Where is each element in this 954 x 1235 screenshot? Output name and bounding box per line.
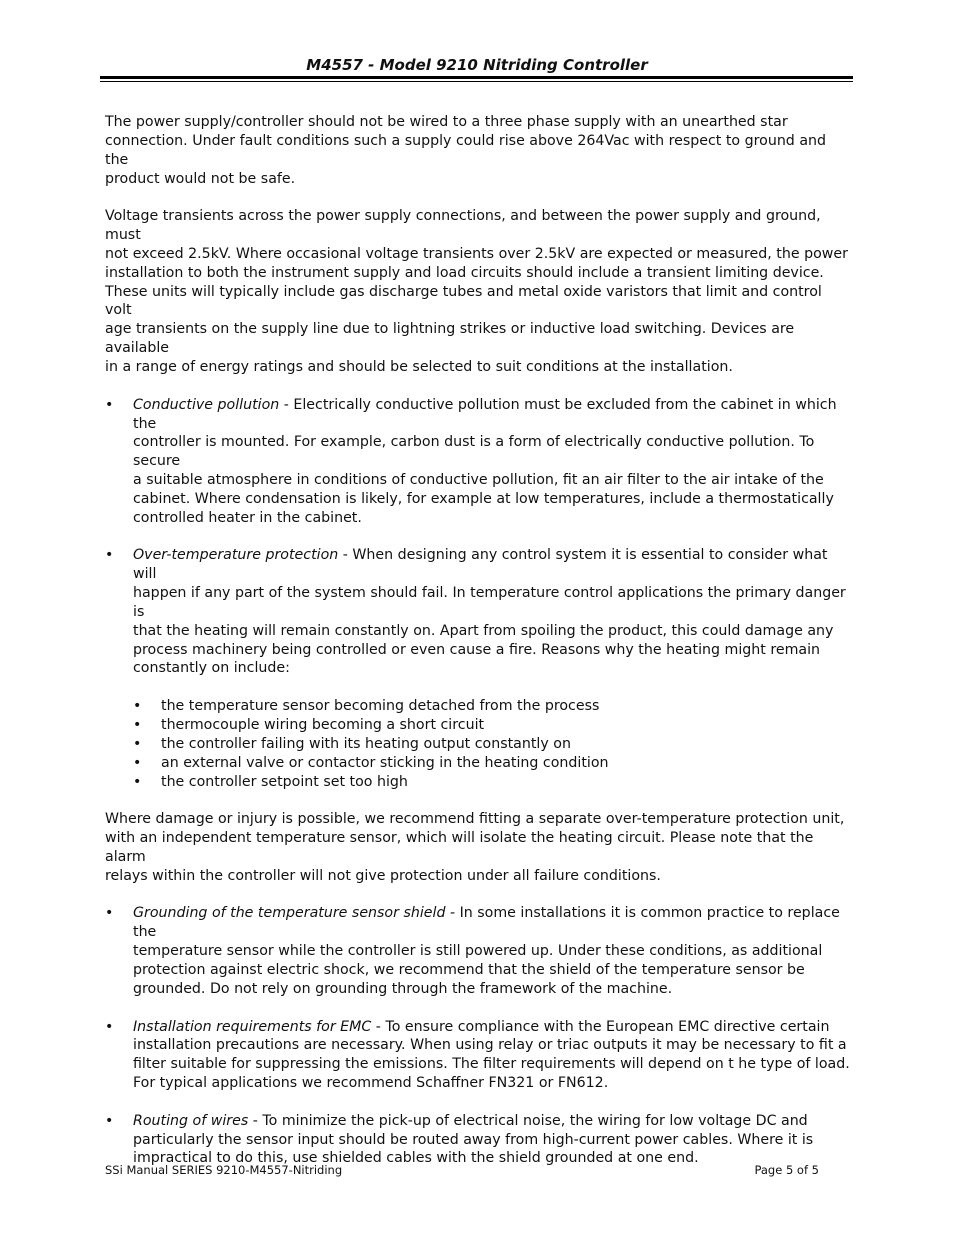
text-line: process machinery being controlled or even cause a fire. Reasons why the heating might remain (133, 641, 821, 658)
bullet-text: - In some installations it is common practice to replace the (133, 905, 840, 941)
page-header-title: M4557 - Model 9210 Nitriding Controller (306, 56, 648, 74)
text-line: filter suitable for suppressing the emissions. The filter requirements will depend on t he type of load. (133, 1056, 850, 1073)
bullet-emc (105, 1018, 850, 1093)
paragraph-damage-injury (105, 810, 850, 885)
text-line: Voltage transients across the power supply connections, and between the power supply and ground, must (105, 208, 821, 244)
text-line: in a range of energy ratings and should be selected to suit conditions at the installation. (105, 358, 733, 375)
text-line: temperature sensor while the controller is still powered up. Under these conditions, as additional (133, 943, 823, 960)
bullet-conductive-pollution (105, 396, 850, 528)
bullet-dot: • (133, 754, 142, 771)
bullet-dot: • (105, 547, 114, 564)
bullet-over-temperature (105, 546, 850, 678)
bullet-dot: • (105, 396, 114, 413)
bullet-title: Installation requirements for EMC (133, 1018, 372, 1035)
text-line: particularly the sensor input should be routed away from high-current power cables. Where it is (133, 1131, 814, 1148)
sub-bullet-item (105, 697, 850, 716)
bullet-dot: • (105, 1112, 114, 1129)
bullet-text: - To minimize the pick-up of electrical noise, the wiring for low voltage DC and (248, 1112, 808, 1129)
document-body (105, 113, 850, 1168)
bullet-dot: • (133, 773, 142, 790)
bullet-dot: • (133, 698, 142, 715)
bullet-text: - Electrically conductive pollution must be excluded from the cabinet in which the (133, 396, 837, 432)
sub-bullet-item (105, 773, 850, 792)
text-line: with an independent temperature sensor, which will isolate the heating circuit. Please note that the alarm (105, 830, 814, 865)
text-line: relays within the controller will not give protection under all failure conditions. (105, 867, 661, 884)
text-line: impractical to do this, use shielded cables with the shield grounded at one end. (133, 1150, 699, 1167)
text-line: The power supply/controller should not be wired to a three phase supply with an unearthed star (105, 114, 788, 130)
bullet-dot: • (133, 717, 142, 733)
text-line: grounded. Do not rely on grounding through the framework of the machine. (133, 980, 673, 997)
sub-bullet-text: the controller failing with its heating output constantly on (161, 735, 571, 752)
bullet-title: Grounding of the temperature sensor shield (133, 905, 446, 922)
text-line: protection against electric shock, we recommend that the shield of the temperature sensor be (133, 961, 805, 978)
text-line: product would not be safe. (105, 170, 296, 187)
bullet-dot: • (105, 905, 114, 922)
text-line: For typical applications we recommend Schaffner FN321 or FN612. (133, 1075, 609, 1092)
sub-bullet-item (105, 754, 850, 773)
header-rule-thick (100, 76, 853, 79)
text-line: installation precautions are necessary. When using relay or triac outputs it may be necessary to fit a (133, 1037, 847, 1054)
bullet-title: Conductive pollution (133, 396, 280, 413)
sub-bullet-text: the controller setpoint set too high (161, 773, 408, 790)
sub-bullet-item (105, 716, 850, 735)
text-line: cabinet. Where condensation is likely, for example at low temperatures, include a thermostatically (133, 490, 834, 507)
text-line: These units will typically include gas discharge tubes and metal oxide varistors that limit and control volt (105, 283, 822, 319)
bullet-text: - To ensure compliance with the European EMC directive certain (371, 1018, 830, 1035)
text-line: controlled heater in the cabinet. (133, 509, 362, 526)
text-line: constantly on include: (133, 660, 290, 677)
paragraph-unearthed-supply (105, 113, 850, 188)
paragraph-voltage-transients (105, 207, 850, 377)
text-line: a suitable atmosphere in conditions of conductive pollution, fit an air filter to the air intake of the (133, 472, 824, 489)
sub-bullet-item (105, 735, 850, 754)
text-line: not exceed 2.5kV. Where occasional voltage transients over 2.5kV are expected or measured, the power (105, 245, 848, 262)
text-line: controller is mounted. For example, carbon dust is a form of electrically conductive pollution. To secure (133, 434, 815, 470)
text-line: Where damage or injury is possible, we recommend fitting a separate over-temperature protection unit, (105, 811, 845, 828)
text-line: installation to both the instrument supply and load circuits should include a transient limiting device. (105, 264, 824, 281)
bullet-routing (105, 1112, 850, 1169)
bullet-title: Routing of wires (133, 1112, 249, 1129)
bullet-dot: • (133, 735, 142, 752)
bullet-dot: • (105, 1018, 114, 1035)
text-line: age transients on the supply line due to lightning strikes or inductive load switching. Devices are available (105, 321, 795, 357)
text-line: happen if any part of the system should fail. In temperature control applications the primary danger is (133, 585, 846, 620)
sub-bullet-text: the temperature sensor becoming detached from the process (161, 698, 600, 715)
header-rule-thin (100, 81, 853, 82)
sub-bullet-text: thermocouple wiring becoming a short circuit (161, 717, 485, 733)
bullet-grounding (105, 904, 850, 998)
bullet-title: Over-temperature protection (133, 547, 339, 564)
footer-manual-name: SSi Manual SERIES 9210-M4557-Nitriding (105, 1163, 343, 1177)
bullet-text: - When designing any control system it is essential to consider what will (133, 547, 828, 583)
sub-bullet-text: an external valve or contactor sticking in the heating condition (161, 754, 609, 771)
text-line: that the heating will remain constantly on. Apart from spoiling the product, this could damage any (133, 622, 834, 639)
footer-page-number: Page 5 of 5 (754, 1163, 819, 1177)
text-line: connection. Under fault conditions such a supply could rise above 264Vac with respect to ground and the (105, 132, 827, 168)
